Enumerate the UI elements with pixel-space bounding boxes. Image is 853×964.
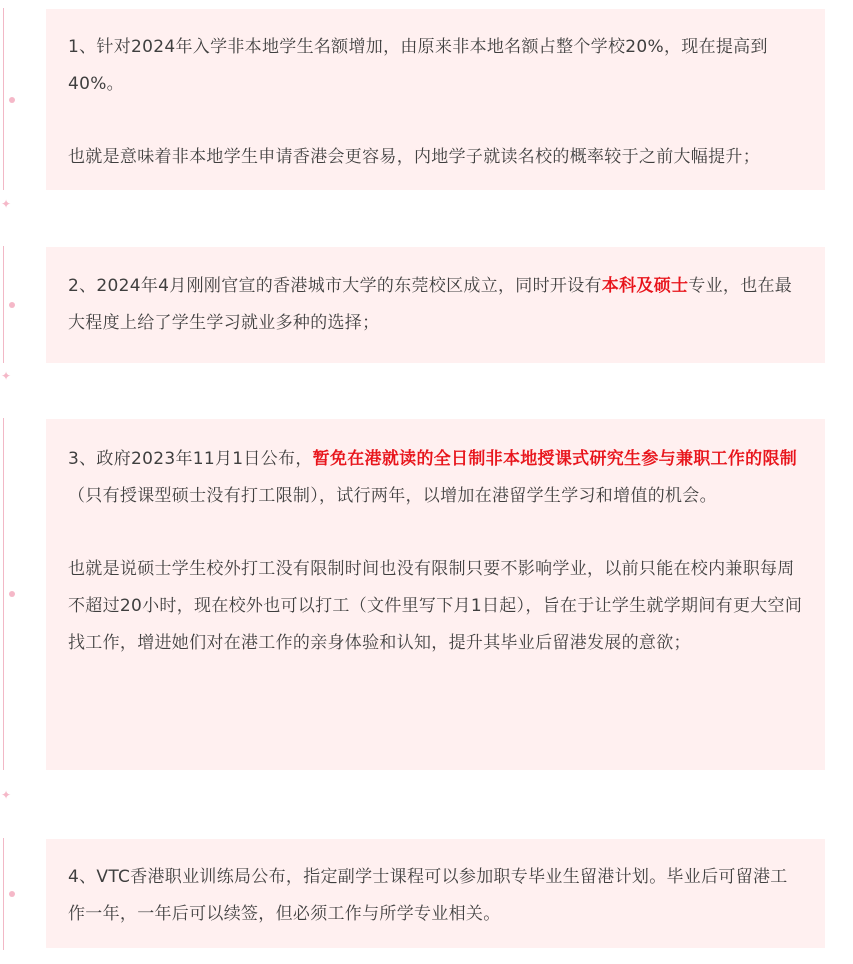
paragraph-2: 也就是说硕士学生校外打工没有限制时间也没有限制只要不影响学业，以前只能在校内兼职每周不超过20小时，现在校外也可以打工（文件里写下月1日起），旨在于让学生就学期间有更大空间找工作，增进她们对在港工作的亲身体验和认知，提升其毕业后留港发展的意欲； bbox=[68, 559, 803, 653]
info-card bbox=[46, 247, 825, 363]
highlight-text: 本科及硕士 bbox=[601, 276, 689, 296]
pink-dot-icon bbox=[9, 891, 15, 897]
text-segment: 2、2024年4月刚刚官宣的香港城市大学的东莞校区成立，同时开设有 bbox=[68, 276, 602, 296]
sparkle-icon: ✦ bbox=[0, 369, 12, 383]
divider-line bbox=[3, 246, 4, 363]
policy-item-2 bbox=[0, 246, 853, 386]
info-card bbox=[46, 839, 825, 948]
policy-item-3 bbox=[0, 418, 853, 808]
info-card bbox=[46, 9, 825, 190]
paragraph-1: 4、VTC香港职业训练局公布，指定副学士课程可以参加职专毕业生留港计划。毕业后可留港工作一年，一年后可以续签，但必须工作与所学专业相关。 bbox=[68, 867, 788, 924]
paragraph-1: 1、针对2024年入学非本地学生名额增加，由原来非本地名额占整个学校20%，现在提高到40%。 bbox=[68, 37, 768, 94]
pink-dot-icon bbox=[9, 97, 15, 103]
sparkle-icon: ✦ bbox=[0, 197, 12, 211]
info-card bbox=[46, 419, 825, 770]
text-segment: （只有授课型硕士没有打工限制），试行两年，以增加在港留学生学习和增值的机会。 bbox=[68, 486, 717, 506]
text-segment: 3、政府2023年11月1日公布， bbox=[68, 449, 313, 469]
sparkle-icon: ✦ bbox=[0, 788, 12, 802]
divider-line bbox=[3, 838, 4, 950]
divider-line bbox=[3, 8, 4, 190]
pink-dot-icon bbox=[9, 591, 15, 597]
policy-item-1 bbox=[0, 0, 853, 215]
paragraph-1 bbox=[68, 441, 803, 515]
paragraph-1 bbox=[68, 268, 803, 342]
pink-dot-icon bbox=[9, 302, 15, 308]
policy-item-4 bbox=[0, 838, 853, 964]
paragraph-2: 也就是意味着非本地学生申请香港会更容易，内地学子就读名校的概率较于之前大幅提升； bbox=[68, 147, 760, 167]
highlight-text: 暂免在港就读的全日制非本地授课式研究生参与兼职工作的限制 bbox=[312, 449, 798, 469]
text-segment: 专业，也在最大程度上给了学生学习就业多种的选择； bbox=[68, 276, 793, 333]
divider-line bbox=[3, 418, 4, 770]
